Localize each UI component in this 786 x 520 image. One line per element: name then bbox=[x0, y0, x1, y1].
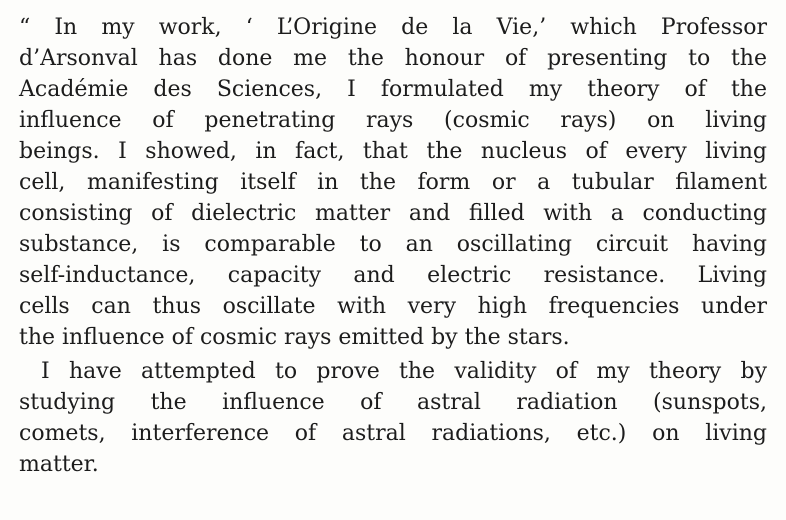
text-line: d’Arsonval has done me the honour of presenting to the bbox=[19, 46, 767, 71]
text-line: self-inductance, capacity and electric resistance. Living bbox=[19, 263, 767, 288]
text-line: “ In my work, ‘ L’Origine de la Vie,’ which Professor bbox=[19, 15, 767, 40]
text-line: influence of penetrating rays (cosmic rays) on living bbox=[19, 108, 767, 133]
quotation-text bbox=[19, 12, 767, 480]
text-line: the influence of cosmic rays emitted by the stars. bbox=[19, 325, 570, 350]
paragraph-2 bbox=[19, 356, 767, 480]
text-line: studying the influence of astral radiation (sunspots, bbox=[19, 390, 767, 415]
text-line: cell, manifesting itself in the form or a tubular filament bbox=[19, 170, 767, 195]
text-line: beings. I showed, in fact, that the nucleus of every living bbox=[19, 139, 767, 164]
text-line: comets, interference of astral radiations, etc.) on living bbox=[19, 421, 767, 446]
text-line: substance, is comparable to an oscillating circuit having bbox=[19, 232, 767, 257]
text-line: matter. bbox=[19, 452, 99, 477]
paragraph-1 bbox=[19, 12, 767, 353]
text-line: I have attempted to prove the validity of my theory by bbox=[41, 359, 767, 384]
text-line: cells can thus oscillate with very high frequencies under bbox=[19, 294, 767, 319]
text-line: Académie des Sciences, I formulated my theory of the bbox=[19, 77, 767, 102]
text-line: consisting of dielectric matter and filled with a conducting bbox=[19, 201, 767, 226]
